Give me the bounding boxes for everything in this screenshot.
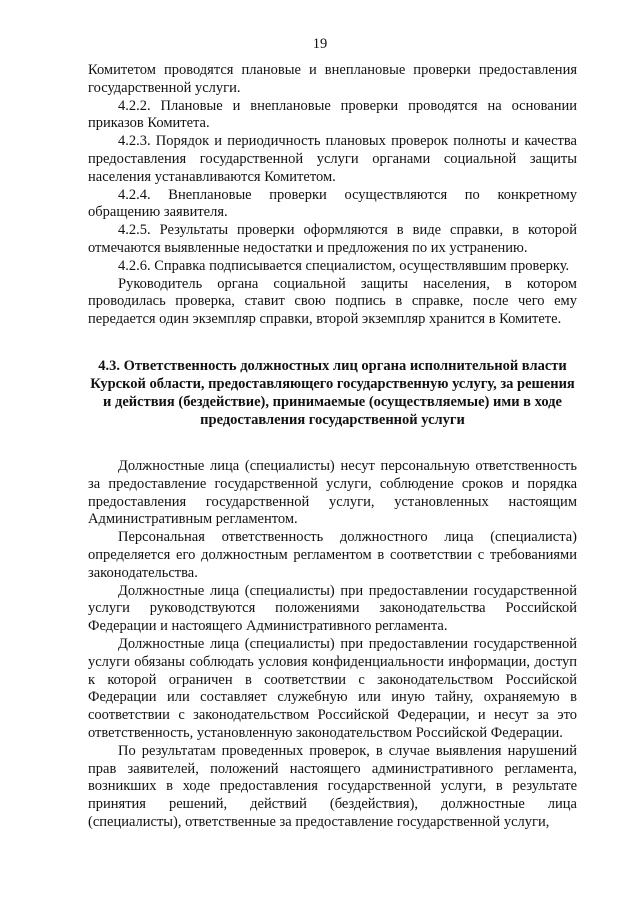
paragraph: Комитетом проводятся плановые и внеплановые проверки предоставления государственной услуги. <box>88 62 577 96</box>
paragraph: 4.2.4. Внеплановые проверки осуществляются по конкретному обращению заявителя. <box>88 186 577 221</box>
paragraph: Персональная ответственность должностного лица (специалиста) определяется его должностным регламентом в соответствии с требованиями законодательства. <box>88 529 577 581</box>
paragraph: Должностные лица (специалисты) несут персональную ответственность за предоставление государственной услуги, соблюдение сроков и порядка предоставления государственной услуги, установленных настоящим Административным регламентом. <box>88 457 577 528</box>
paragraph: 4.2.5. Результаты проверки оформляются в виде справки, в которой отмечаются выявленные недостатки и предложения по их устранению. <box>88 222 577 256</box>
section-heading: 4.3. Ответственность должностных лиц органа исполнительной власти Курской области, предоставляющего государственную услугу, за решения и действия (бездействие), принимаемые (осуществляемые) ими в ходе предоставления государственной услуги <box>90 357 575 428</box>
paragraph: Должностные лица (специалисты) при предоставлении государственной услуги руководствуются положениями законодательства Российской Федерации и настоящего Административного регламента. <box>88 582 577 635</box>
paragraph: По результатам проведенных проверок, в случае выявления нарушений прав заявителей, положений настоящего административного регламента, возникших в ходе предоставления государственной услуги, в результате принятия решений, действий (бездействия), должностные лица (специалисты), ответственные за предоставление государственной услуги, <box>88 742 577 830</box>
paragraph: 4.2.3. Порядок и периодичность плановых проверок полноты и качества предоставления государственной услуги органами социальной защиты населения устанавливаются Комитетом. <box>88 133 577 185</box>
page-number: 19 <box>312 36 328 52</box>
paragraph: 4.2.2. Плановые и внеплановые проверки проводятся на основании приказов Комитета. <box>88 97 577 132</box>
paragraph: 4.2.6. Справка подписывается специалистом, осуществлявшим проверку. <box>118 257 570 274</box>
paragraph: Руководитель органа социальной защиты населения, в котором проводилась проверка, ставит свою подпись в справке, после чего ему передается один экземпляр справки, второй экземпляр хранится в Комитете. <box>88 275 577 328</box>
paragraph: Должностные лица (специалисты) при предоставлении государственной услуги обязаны соблюдать условия конфиденциальности информации, доступ к которой ограничен в соответствии с законодательством Российской Федерации или составляет служебную или иную тайну, охраняемую в соответствии с законодательством Российской Федерации, и несут за это ответственность, установленную законодательством Российской Федерации. <box>88 635 577 741</box>
document-body <box>88 62 577 832</box>
